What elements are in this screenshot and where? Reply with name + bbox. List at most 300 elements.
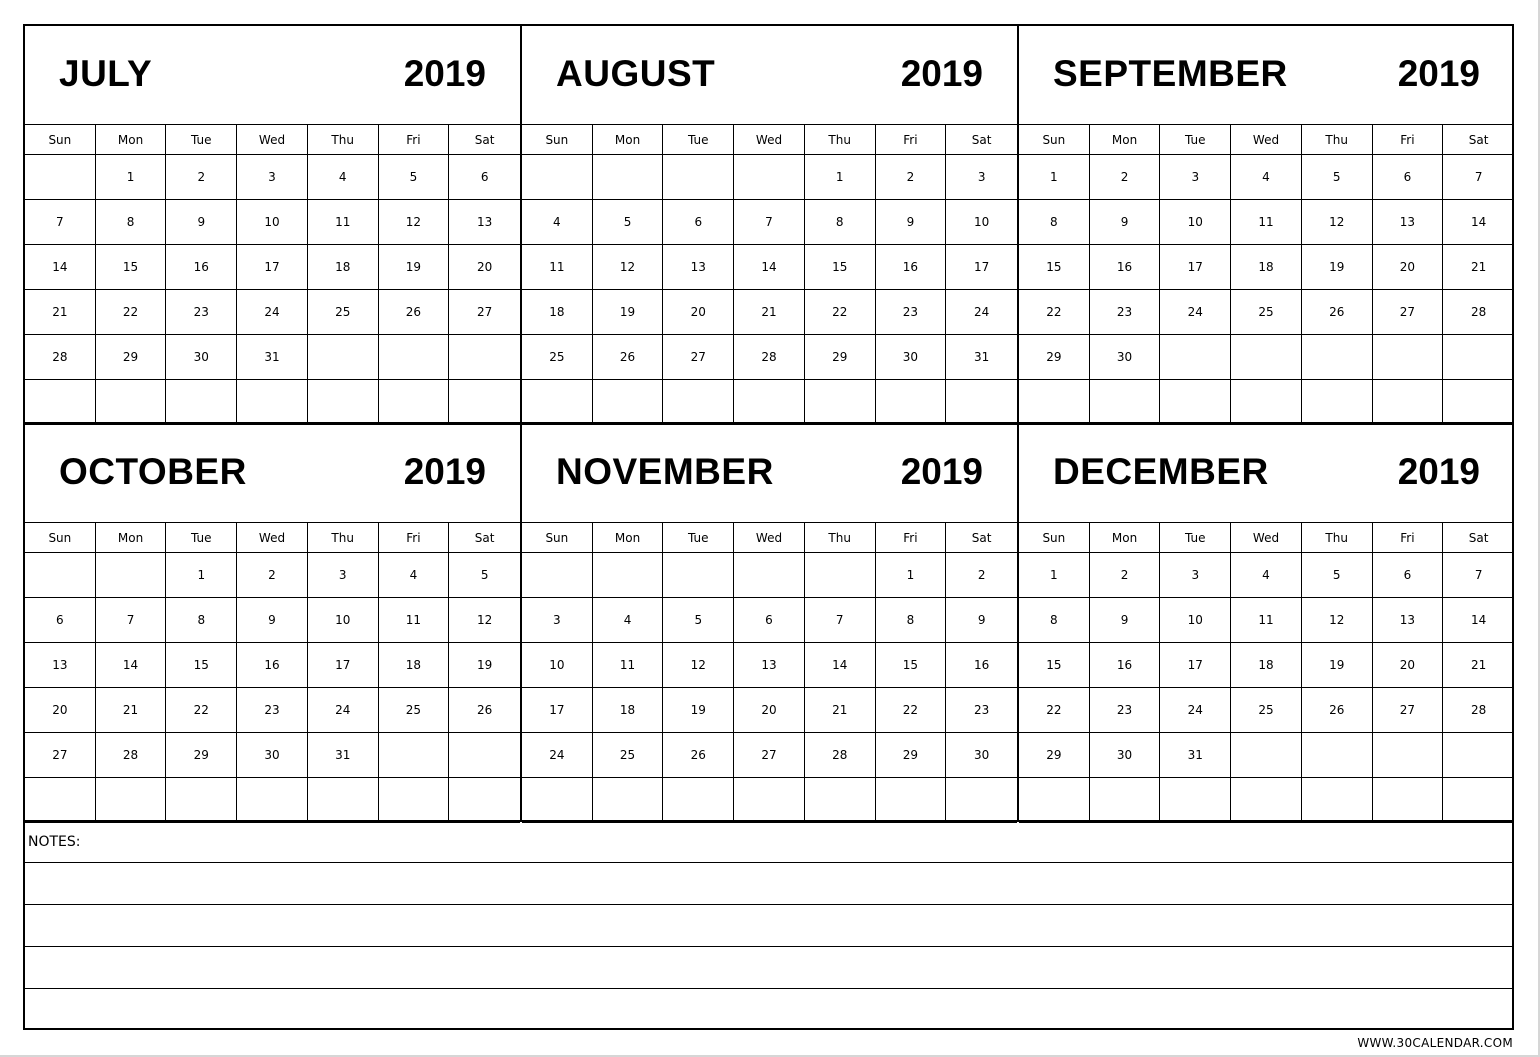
day-cell[interactable]: 31: [1160, 733, 1231, 778]
day-cell[interactable]: 23: [1090, 688, 1161, 733]
empty-cell: [1302, 733, 1373, 778]
day-cell[interactable]: 12: [379, 200, 450, 245]
month-year: 2019: [1397, 53, 1480, 94]
day-cell[interactable]: 27: [25, 733, 96, 778]
weekday-header: Mon: [96, 125, 167, 155]
day-cell[interactable]: 5: [1302, 553, 1373, 598]
day-cell[interactable]: 27: [663, 335, 734, 380]
day-cell[interactable]: 13: [663, 245, 734, 290]
weekday-header: Fri: [1373, 125, 1444, 155]
day-cell[interactable]: 27: [734, 733, 805, 778]
day-cell[interactable]: 3: [308, 553, 379, 598]
empty-cell: [1160, 778, 1231, 823]
day-cell[interactable]: 5: [449, 553, 520, 598]
day-cell[interactable]: 15: [1019, 643, 1090, 688]
empty-cell: [593, 778, 664, 823]
empty-cell: [734, 778, 805, 823]
day-cell[interactable]: 29: [1019, 733, 1090, 778]
day-cell[interactable]: 1: [166, 553, 237, 598]
month-name: NOVEMBER: [556, 451, 774, 492]
day-cell[interactable]: 2: [876, 155, 947, 200]
weekday-header: Wed: [734, 125, 805, 155]
empty-cell: [1160, 380, 1231, 425]
empty-cell: [1443, 778, 1514, 823]
day-cell[interactable]: 14: [805, 643, 876, 688]
day-cell[interactable]: 11: [593, 643, 664, 688]
day-cell[interactable]: 6: [449, 155, 520, 200]
day-cell[interactable]: 22: [96, 290, 167, 335]
weekday-header: Sat: [449, 125, 520, 155]
month-grid: [522, 523, 1017, 823]
weekday-header: Sat: [449, 523, 520, 553]
weekday-header: Sat: [946, 523, 1017, 553]
empty-cell: [734, 155, 805, 200]
day-cell[interactable]: 29: [166, 733, 237, 778]
day-cell[interactable]: 16: [237, 643, 308, 688]
day-cell[interactable]: 8: [1019, 200, 1090, 245]
day-cell[interactable]: 22: [805, 290, 876, 335]
day-cell[interactable]: 19: [449, 643, 520, 688]
weekday-header: Sun: [1019, 523, 1090, 553]
month-header: [25, 424, 520, 523]
notes-line[interactable]: [25, 989, 1514, 1031]
day-cell[interactable]: 26: [449, 688, 520, 733]
day-cell[interactable]: 15: [96, 245, 167, 290]
day-cell[interactable]: 17: [522, 688, 593, 733]
day-cell[interactable]: 27: [1373, 688, 1444, 733]
empty-cell: [1019, 778, 1090, 823]
day-cell[interactable]: 20: [1373, 643, 1444, 688]
empty-cell: [449, 335, 520, 380]
day-cell[interactable]: 21: [25, 290, 96, 335]
day-cell[interactable]: 6: [663, 200, 734, 245]
empty-cell: [96, 553, 167, 598]
day-cell[interactable]: 29: [805, 335, 876, 380]
month-name: JULY: [59, 53, 153, 94]
empty-cell: [449, 778, 520, 823]
day-cell[interactable]: 28: [805, 733, 876, 778]
day-cell[interactable]: 19: [1302, 245, 1373, 290]
weekday-header: Mon: [593, 523, 664, 553]
day-cell[interactable]: 21: [96, 688, 167, 733]
day-cell[interactable]: 30: [1090, 335, 1161, 380]
weekday-header: Wed: [1231, 523, 1302, 553]
day-cell[interactable]: 25: [1231, 688, 1302, 733]
day-cell[interactable]: 24: [946, 290, 1017, 335]
day-cell[interactable]: 22: [1019, 290, 1090, 335]
day-cell[interactable]: 17: [1160, 643, 1231, 688]
month-december: [1019, 424, 1514, 823]
day-cell[interactable]: 18: [379, 643, 450, 688]
weekday-header: Thu: [1302, 125, 1373, 155]
day-cell[interactable]: 2: [237, 553, 308, 598]
month-name: AUGUST: [556, 53, 716, 94]
day-cell[interactable]: 18: [308, 245, 379, 290]
day-cell[interactable]: 12: [663, 643, 734, 688]
empty-cell: [1160, 335, 1231, 380]
day-cell[interactable]: 24: [237, 290, 308, 335]
weekday-header: Mon: [593, 125, 664, 155]
row-divider: [23, 422, 1514, 424]
month-year: 2019: [403, 451, 486, 492]
empty-cell: [593, 380, 664, 425]
day-cell[interactable]: 13: [1373, 598, 1444, 643]
day-cell[interactable]: 26: [379, 290, 450, 335]
day-cell[interactable]: 28: [734, 335, 805, 380]
day-cell[interactable]: 21: [1443, 643, 1514, 688]
day-cell[interactable]: 14: [25, 245, 96, 290]
day-cell[interactable]: 22: [1019, 688, 1090, 733]
day-cell[interactable]: 1: [1019, 155, 1090, 200]
day-cell[interactable]: 28: [25, 335, 96, 380]
month-year: 2019: [900, 451, 983, 492]
month-grid: [1019, 523, 1514, 823]
day-cell[interactable]: 28: [1443, 688, 1514, 733]
day-cell[interactable]: 11: [379, 598, 450, 643]
empty-cell: [25, 553, 96, 598]
weekday-header: Fri: [876, 523, 947, 553]
day-cell[interactable]: 11: [522, 245, 593, 290]
day-cell[interactable]: 10: [1160, 598, 1231, 643]
day-cell[interactable]: 5: [593, 200, 664, 245]
month-year: 2019: [403, 53, 486, 94]
weekday-header: Thu: [1302, 523, 1373, 553]
day-cell[interactable]: 20: [663, 290, 734, 335]
day-cell[interactable]: 18: [1231, 643, 1302, 688]
empty-cell: [237, 380, 308, 425]
empty-cell: [805, 778, 876, 823]
day-cell[interactable]: 29: [876, 733, 947, 778]
day-cell[interactable]: 24: [308, 688, 379, 733]
day-cell[interactable]: 11: [1231, 200, 1302, 245]
day-cell[interactable]: 1: [876, 553, 947, 598]
day-cell[interactable]: 3: [522, 598, 593, 643]
day-cell[interactable]: 15: [876, 643, 947, 688]
empty-cell: [1302, 335, 1373, 380]
empty-cell: [379, 335, 450, 380]
weekday-header: Thu: [308, 523, 379, 553]
day-cell[interactable]: 14: [1443, 200, 1514, 245]
day-cell[interactable]: 11: [1231, 598, 1302, 643]
day-cell[interactable]: 23: [876, 290, 947, 335]
day-cell[interactable]: 9: [237, 598, 308, 643]
day-cell[interactable]: 22: [166, 688, 237, 733]
empty-cell: [1090, 380, 1161, 425]
day-cell[interactable]: 9: [946, 598, 1017, 643]
empty-cell: [25, 380, 96, 425]
empty-cell: [663, 155, 734, 200]
day-cell[interactable]: 16: [876, 245, 947, 290]
day-cell[interactable]: 6: [1373, 155, 1444, 200]
empty-cell: [166, 778, 237, 823]
empty-cell: [1443, 733, 1514, 778]
day-cell[interactable]: 25: [379, 688, 450, 733]
day-cell[interactable]: 20: [734, 688, 805, 733]
weekday-header: Fri: [1373, 523, 1444, 553]
day-cell[interactable]: 13: [1373, 200, 1444, 245]
month-september: [1019, 26, 1514, 425]
day-cell[interactable]: 15: [805, 245, 876, 290]
day-cell[interactable]: 9: [876, 200, 947, 245]
day-cell[interactable]: 25: [522, 335, 593, 380]
day-cell[interactable]: 23: [1090, 290, 1161, 335]
empty-cell: [96, 778, 167, 823]
day-cell[interactable]: 30: [876, 335, 947, 380]
day-cell[interactable]: 18: [593, 688, 664, 733]
day-cell[interactable]: 8: [166, 598, 237, 643]
day-cell[interactable]: 20: [449, 245, 520, 290]
empty-cell: [805, 553, 876, 598]
weekday-header: Thu: [805, 523, 876, 553]
month-august: [522, 26, 1017, 425]
day-cell[interactable]: 15: [166, 643, 237, 688]
weekday-header: Thu: [805, 125, 876, 155]
day-cell[interactable]: 2: [946, 553, 1017, 598]
day-cell[interactable]: 2: [1090, 155, 1161, 200]
day-cell[interactable]: 23: [946, 688, 1017, 733]
day-cell[interactable]: 10: [308, 598, 379, 643]
day-cell[interactable]: 23: [237, 688, 308, 733]
day-cell[interactable]: 4: [522, 200, 593, 245]
day-cell[interactable]: 29: [1019, 335, 1090, 380]
weekday-header: Wed: [734, 523, 805, 553]
day-cell[interactable]: 20: [1373, 245, 1444, 290]
day-cell[interactable]: 31: [237, 335, 308, 380]
day-cell[interactable]: 6: [734, 598, 805, 643]
day-cell[interactable]: 10: [946, 200, 1017, 245]
day-cell[interactable]: 9: [1090, 598, 1161, 643]
weekday-header: Fri: [379, 523, 450, 553]
day-cell[interactable]: 3: [1160, 155, 1231, 200]
day-cell[interactable]: 17: [237, 245, 308, 290]
day-cell[interactable]: 14: [1443, 598, 1514, 643]
day-cell[interactable]: 13: [734, 643, 805, 688]
day-cell[interactable]: 6: [25, 598, 96, 643]
empty-cell: [1302, 380, 1373, 425]
day-cell[interactable]: 7: [1443, 553, 1514, 598]
day-cell[interactable]: 5: [379, 155, 450, 200]
day-cell[interactable]: 10: [1160, 200, 1231, 245]
notes-line[interactable]: [25, 821, 1514, 863]
day-cell[interactable]: 30: [946, 733, 1017, 778]
weekday-header: Fri: [379, 125, 450, 155]
empty-cell: [379, 778, 450, 823]
day-cell[interactable]: 23: [166, 290, 237, 335]
day-cell[interactable]: 8: [805, 200, 876, 245]
day-cell[interactable]: 19: [593, 290, 664, 335]
empty-cell: [1019, 380, 1090, 425]
day-cell[interactable]: 7: [805, 598, 876, 643]
day-cell[interactable]: 26: [1302, 290, 1373, 335]
month-name: DECEMBER: [1053, 451, 1269, 492]
footer-url[interactable]: WWW.30CALENDAR.COM: [1357, 1036, 1513, 1050]
day-cell[interactable]: 27: [1373, 290, 1444, 335]
day-cell[interactable]: 16: [1090, 643, 1161, 688]
day-cell[interactable]: 17: [946, 245, 1017, 290]
weekday-header: Tue: [1160, 523, 1231, 553]
day-cell[interactable]: 20: [25, 688, 96, 733]
day-cell[interactable]: 30: [1090, 733, 1161, 778]
day-cell[interactable]: 3: [237, 155, 308, 200]
day-cell[interactable]: 16: [1090, 245, 1161, 290]
weekday-header: Wed: [237, 125, 308, 155]
day-cell[interactable]: 7: [96, 598, 167, 643]
empty-cell: [379, 733, 450, 778]
month-grid: [25, 125, 520, 425]
empty-cell: [876, 380, 947, 425]
month-year: 2019: [900, 53, 983, 94]
day-cell[interactable]: 27: [449, 290, 520, 335]
day-cell[interactable]: 12: [449, 598, 520, 643]
day-cell[interactable]: 1: [96, 155, 167, 200]
empty-cell: [379, 380, 450, 425]
day-cell[interactable]: 15: [1019, 245, 1090, 290]
empty-cell: [805, 380, 876, 425]
day-cell[interactable]: 30: [166, 335, 237, 380]
day-cell[interactable]: 24: [1160, 688, 1231, 733]
day-cell[interactable]: 5: [1302, 155, 1373, 200]
day-cell[interactable]: 12: [593, 245, 664, 290]
day-cell[interactable]: 1: [805, 155, 876, 200]
weekday-header: Tue: [166, 523, 237, 553]
day-cell[interactable]: 25: [308, 290, 379, 335]
day-cell[interactable]: 18: [1231, 245, 1302, 290]
day-cell[interactable]: 8: [1019, 598, 1090, 643]
empty-cell: [166, 380, 237, 425]
weekday-header: Tue: [663, 523, 734, 553]
day-cell[interactable]: 21: [1443, 245, 1514, 290]
day-cell[interactable]: 24: [522, 733, 593, 778]
day-cell[interactable]: 21: [805, 688, 876, 733]
notes-section[interactable]: [25, 821, 1514, 1029]
empty-cell: [1373, 733, 1444, 778]
day-cell[interactable]: 25: [1231, 290, 1302, 335]
day-cell[interactable]: 18: [522, 290, 593, 335]
day-cell[interactable]: 21: [734, 290, 805, 335]
day-cell[interactable]: 8: [876, 598, 947, 643]
month-november: [522, 424, 1017, 823]
day-cell[interactable]: 7: [1443, 155, 1514, 200]
weekday-header: Sun: [522, 125, 593, 155]
weekday-header: Sat: [1443, 523, 1514, 553]
weekday-header: Sun: [522, 523, 593, 553]
weekday-header: Sat: [946, 125, 1017, 155]
weekday-header: Mon: [1090, 523, 1161, 553]
day-cell[interactable]: 17: [1160, 245, 1231, 290]
day-cell[interactable]: 1: [1019, 553, 1090, 598]
day-cell[interactable]: 19: [1302, 643, 1373, 688]
day-cell[interactable]: 28: [1443, 290, 1514, 335]
day-cell[interactable]: 28: [96, 733, 167, 778]
empty-cell: [449, 380, 520, 425]
day-cell[interactable]: 2: [1090, 553, 1161, 598]
month-header: [1019, 424, 1514, 523]
day-cell[interactable]: 4: [308, 155, 379, 200]
day-cell[interactable]: 16: [946, 643, 1017, 688]
day-cell[interactable]: 9: [166, 200, 237, 245]
day-cell[interactable]: 29: [96, 335, 167, 380]
weekday-header: Tue: [663, 125, 734, 155]
day-cell[interactable]: 4: [1231, 155, 1302, 200]
empty-cell: [25, 778, 96, 823]
empty-cell: [1231, 380, 1302, 425]
weekday-header: Fri: [876, 125, 947, 155]
day-cell[interactable]: 26: [593, 335, 664, 380]
day-cell[interactable]: 13: [449, 200, 520, 245]
day-cell[interactable]: 14: [734, 245, 805, 290]
day-cell[interactable]: 14: [96, 643, 167, 688]
empty-cell: [946, 380, 1017, 425]
weekday-header: Wed: [1231, 125, 1302, 155]
month-year: 2019: [1397, 451, 1480, 492]
day-cell[interactable]: 19: [379, 245, 450, 290]
day-cell[interactable]: 9: [1090, 200, 1161, 245]
empty-cell: [663, 380, 734, 425]
day-cell[interactable]: 24: [1160, 290, 1231, 335]
day-cell[interactable]: 10: [237, 200, 308, 245]
day-cell[interactable]: 31: [946, 335, 1017, 380]
day-cell[interactable]: 13: [25, 643, 96, 688]
empty-cell: [25, 155, 96, 200]
month-grid: [25, 523, 520, 823]
day-cell[interactable]: 7: [25, 200, 96, 245]
empty-cell: [663, 553, 734, 598]
day-cell[interactable]: 4: [379, 553, 450, 598]
month-header: [522, 26, 1017, 125]
day-cell[interactable]: 3: [1160, 553, 1231, 598]
day-cell[interactable]: 3: [946, 155, 1017, 200]
day-cell[interactable]: 5: [663, 598, 734, 643]
day-cell[interactable]: 26: [1302, 688, 1373, 733]
empty-cell: [449, 733, 520, 778]
empty-cell: [308, 335, 379, 380]
notes-label: NOTES:: [28, 834, 81, 850]
weekday-header: Thu: [308, 125, 379, 155]
day-cell[interactable]: 16: [166, 245, 237, 290]
day-cell[interactable]: 7: [734, 200, 805, 245]
empty-cell: [1231, 778, 1302, 823]
empty-cell: [1373, 380, 1444, 425]
notes-line[interactable]: [25, 947, 1514, 989]
month-header: [1019, 26, 1514, 125]
day-cell[interactable]: 11: [308, 200, 379, 245]
day-cell[interactable]: 26: [663, 733, 734, 778]
day-cell[interactable]: 30: [237, 733, 308, 778]
day-cell[interactable]: 4: [593, 598, 664, 643]
weekday-header: Tue: [166, 125, 237, 155]
day-cell[interactable]: 2: [166, 155, 237, 200]
empty-cell: [593, 553, 664, 598]
empty-cell: [522, 155, 593, 200]
month-grid: [522, 125, 1017, 425]
day-cell[interactable]: 19: [663, 688, 734, 733]
notes-line[interactable]: [25, 905, 1514, 947]
month-name: OCTOBER: [59, 451, 247, 492]
day-cell[interactable]: 12: [1302, 598, 1373, 643]
day-cell[interactable]: 8: [96, 200, 167, 245]
notes-line[interactable]: [25, 863, 1514, 905]
day-cell[interactable]: 4: [1231, 553, 1302, 598]
empty-cell: [1302, 778, 1373, 823]
day-cell[interactable]: 6: [1373, 553, 1444, 598]
weekday-header: Sun: [25, 125, 96, 155]
day-cell[interactable]: 12: [1302, 200, 1373, 245]
day-cell[interactable]: 31: [308, 733, 379, 778]
day-cell[interactable]: 22: [876, 688, 947, 733]
day-cell[interactable]: 17: [308, 643, 379, 688]
day-cell[interactable]: 25: [593, 733, 664, 778]
day-cell[interactable]: 10: [522, 643, 593, 688]
